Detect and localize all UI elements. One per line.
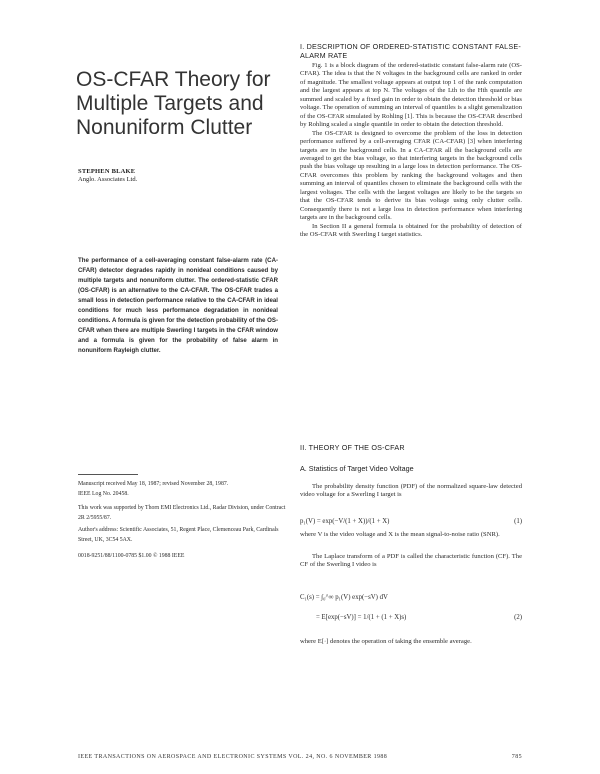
author-name: STEPHEN BLAKE [78,168,136,175]
equation-1-number: (1) [514,518,522,525]
equation-1-text: p₁(V) = exp(−V/(1 + X))/(1 + X) [300,518,390,525]
section-1-paragraph: In Section II a general formula is obtained for the probability of detection of the OS-CFAR with Swerling I target statistics. [300,222,522,239]
footnote-author-address: Author's address: Scientific Associates, 51, Regent Place, Clemenceau Park, Cardinals Street, UK, 3C54 5AX. [78,527,279,543]
section-2-heading: II. THEORY OF THE OS-CFAR [300,443,405,452]
equation-2-line-1-text: C₁(s) = ∫₀^∞ p₁(V) exp(−sV) dV [300,594,388,601]
paragraph-text: The Laplace transform of a PDF is called the characteristic function (CF). The CF of the Swerling I video is [300,553,522,569]
abstract: The performance of a cell-averaging constant false-alarm rate (CA-CFAR) detector degrades rapidly in nonideal conditions caused by multiple targets and nonuniform clutter. The ordered-statistic CFAR (OS-CFAR) is an alternative to the CA-CFAR. The OS-CFAR trades a small loss in detection performance relative to the CA-CFAR in ideal conditions for much less performance degradation in nonideal conditions. A formula is given for the detection probability of the OS-CFAR when there are multiple Swerling I targets in the CFAR window and a formula is given for the probability of false alarm in nonuniform Rayleigh clutter. [78,257,278,354]
section-2-paragraph-2 [300,531,522,539]
section-2a-heading: A. Statistics of Target Video Voltage [300,464,414,473]
equation-2-number: (2) [514,614,522,621]
section-2-paragraph-3 [300,553,522,570]
section-1-paragraph: Fig. 1 is a block diagram of the ordered-statistic constant false-alarm rate (OS-CFAR). The idea is that the N voltages in the background cells are ranked in order of magnitude. The smallest voltage appears at output top 1 of the rank computation and the largest appears at top N. The voltages of the Lth to the Hth quantile are summed and scaled by a fixed gain in order to obtain the detection threshold or bias voltage. The operation of summing an interval of quantiles is a slight generalization of the OS-CFAR simulated by Rohling [1]. This is because the OS-CFAR described by Rohling scaled a single quantile in order to obtain the detection threshold. [300,62,522,129]
section-2-paragraph-4 [300,638,522,646]
footnote-support: This work was supported by Thorn EMI Electronics Ltd., Radar Division, under Contract 2R 2/5955/87. [78,505,286,521]
footnote-ieee-log: IEEE Log No. 20458. [78,491,129,497]
section-1-paragraph: The OS-CFAR is designed to overcome the problem of the loss in detection performance suffered by a cell-averaging CFAR (CA-CFAR) [3] when interfering targets are in the background cells. In a CA-CFAR all the background cells are averaged to get the bias voltage, so that interfering targets in the background cells push the bias voltage up resulting in a large loss in detection performance. The OS-CFAR overcomes this problem by ranking the background voltages and then summing an interval of quantiles chosen to eliminate the background cells with the largest voltages. The cells with the largest voltages are likely to be the targets so that the OS-CFAR tends to derive its bias voltage using only clutter cells. Consequently there is not a large loss in detection performance when interfering targets are in the background cells. [300,129,522,222]
footnote-rule [78,474,138,475]
section-2-paragraph-1 [300,483,522,500]
footnote-issn: 0018-9251/88/1100-0785 $1.00 © 1988 IEEE [78,553,185,559]
paragraph-text: where E[·] denotes the operation of taking the ensemble average. [300,638,472,645]
page-number: 785 [511,754,522,760]
equation-2-line-2 [300,614,522,621]
journal-name: IEEE TRANSACTIONS ON AEROSPACE AND ELECTRONIC SYSTEMS VOL. 24, NO. 6 NOVEMBER 1988 [78,754,388,760]
equation-2-line-1 [300,594,522,601]
equation-1 [300,518,522,525]
paragraph-text: The probability density function (PDF) of the normalized square-law detected video voltage for a Swerling I target is [300,483,522,499]
equation-2-line-2-text: = E[exp(−sV)] = 1/(1 + (1 + X)s) [316,614,407,621]
paragraph-text: where V is the video voltage and X is the mean signal-to-noise ratio (SNR). [300,531,500,538]
footnote-received: Manuscript received May 18, 1987; revised November 28, 1987. [78,481,229,487]
author-affiliation: Anglo. Associates Ltd. [78,176,138,183]
paper-title: OS-CFAR Theory for Multiple Targets and Nonuniform Clutter [76,68,271,139]
section-1-heading: I. DESCRIPTION OF ORDERED-STATISTIC CONSTANT FALSE-ALARM RATE [300,42,521,60]
section-1-body [300,62,522,240]
